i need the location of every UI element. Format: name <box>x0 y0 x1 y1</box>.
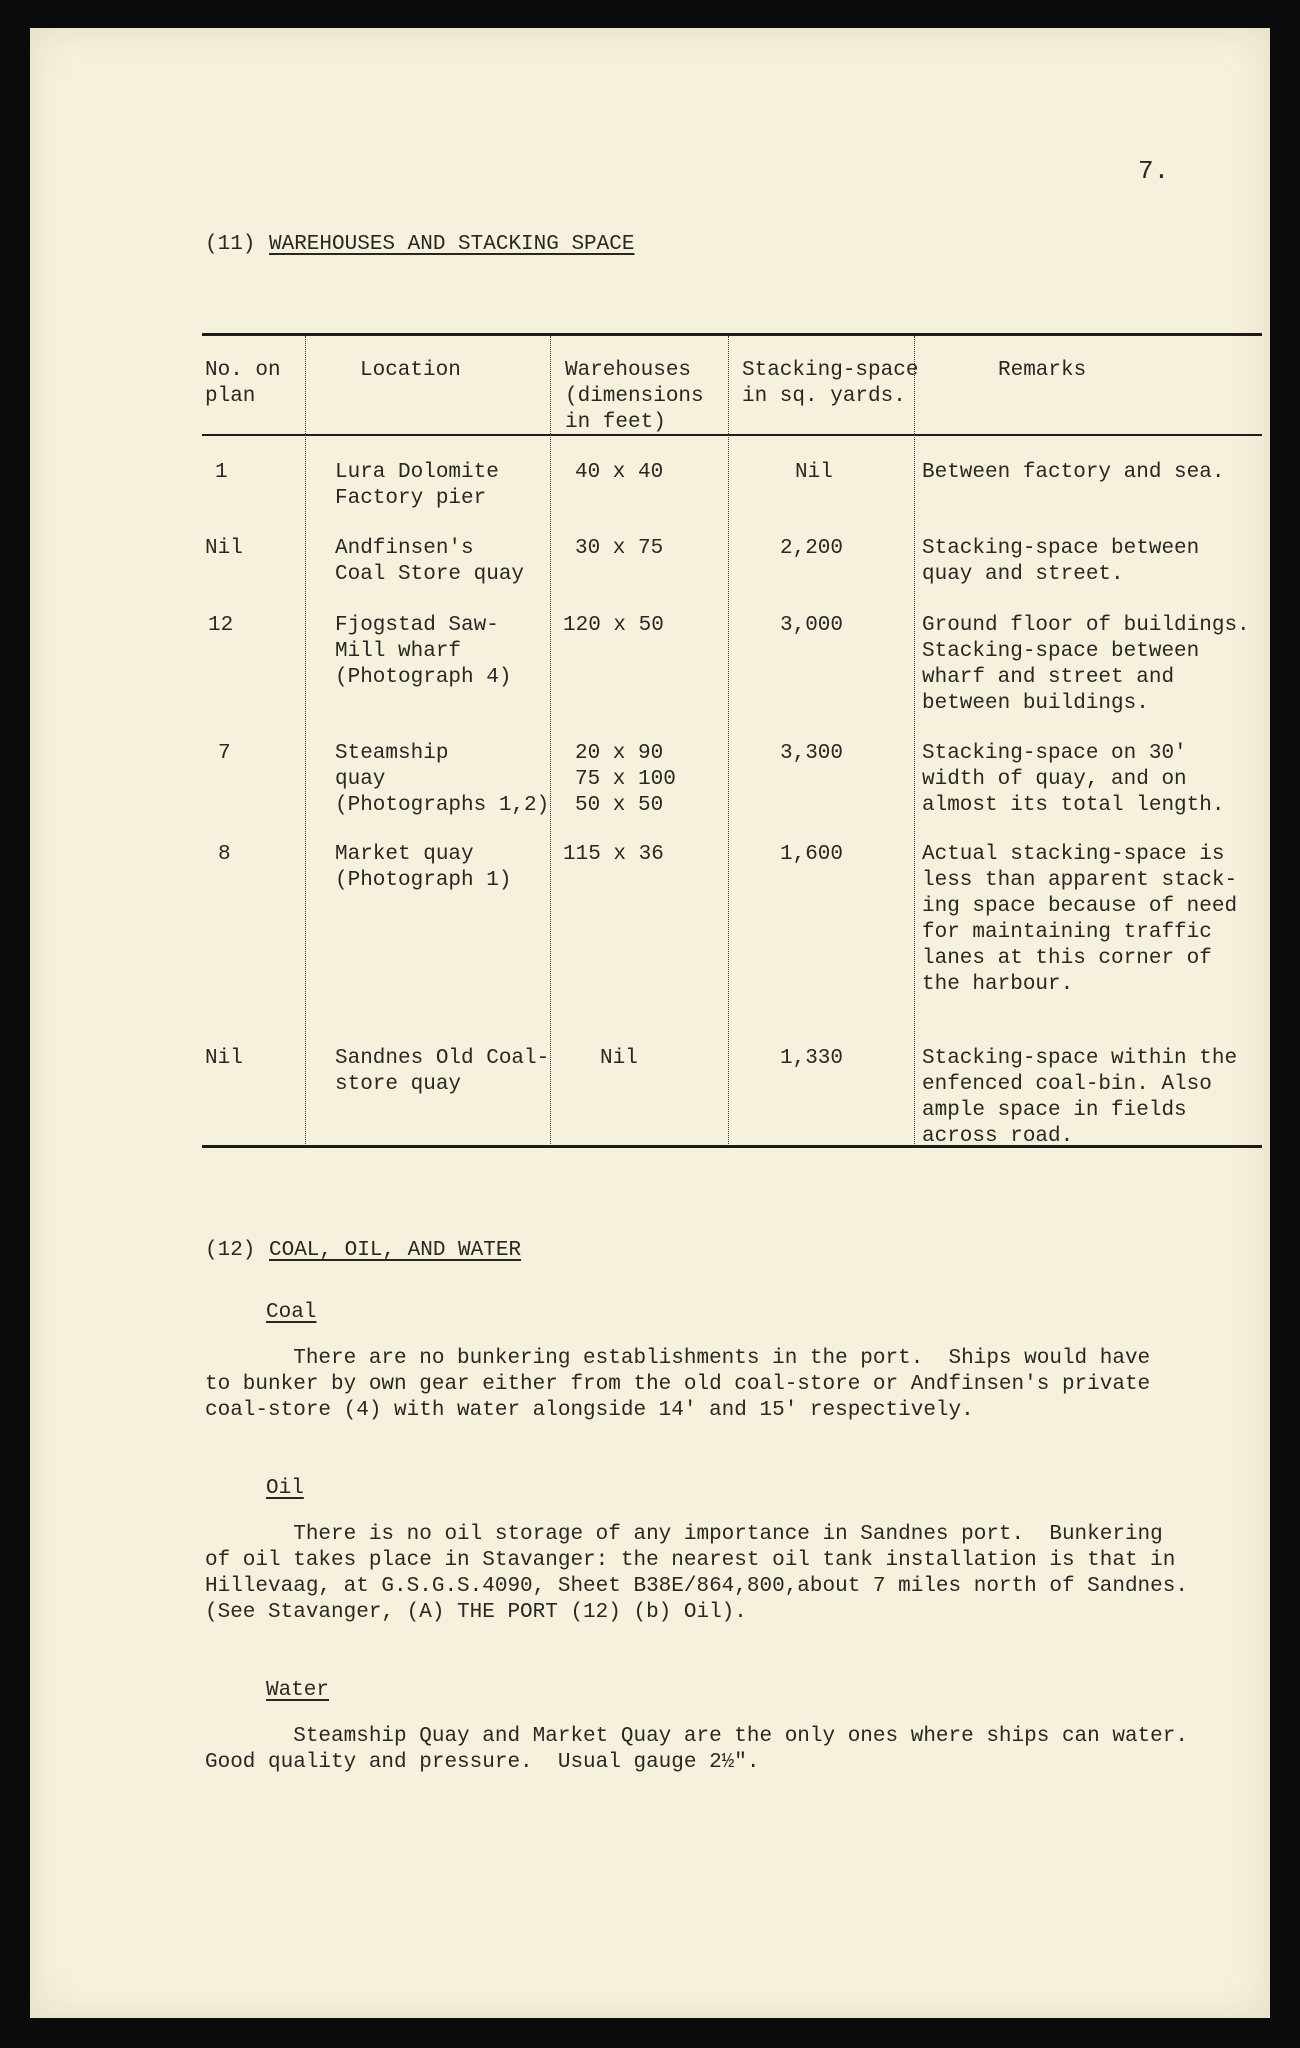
water-subheading: Water <box>266 1679 330 1702</box>
row-3-location: Fjogstad Saw- Mill wharf (Photograph 4) <box>335 614 512 689</box>
row-6-stacking: 1,330 <box>780 1047 844 1070</box>
row-4-no: 7 <box>218 742 231 765</box>
section-12-number: (12) <box>205 1239 256 1262</box>
coal-subheading: Coal <box>266 1301 317 1324</box>
water-paragraph: Steamship Quay and Market Quay are the only ones where ships can water. Good quality and pressure. Usual gauge 2½". <box>205 1725 1188 1774</box>
oil-paragraph: There is no oil storage of any importance in Sandnes port. Bunkering of oil takes place in Stavanger: the nearest oil tank installation is that in Hillevaag, at G.S.G.S.4090, Sheet B38E/864,800,about 7 miles north of Sandnes. (See Stavanger, (A) THE PORT (12) (b) Oil). <box>205 1523 1188 1624</box>
column-divider <box>728 336 729 1146</box>
column-divider <box>914 336 915 1146</box>
row-3-remarks: Ground floor of buildings. Stacking-space between wharf and street and between buildings. <box>922 614 1250 715</box>
row-4-remarks: Stacking-space on 30' width of quay, and on almost its total length. <box>922 742 1225 817</box>
row-5-remarks: Actual stacking-space is less than apparent stack- ing space because of need for maintaining traffic lanes at this corner of the harbour. <box>922 843 1238 996</box>
header-warehouses: Warehouses (dimensions in feet) <box>565 359 704 434</box>
row-3-warehouses: 120 x 50 <box>563 614 664 637</box>
section-11-title: WAREHOUSES AND STACKING SPACE <box>269 233 635 256</box>
row-5-warehouses: 115 x 36 <box>563 843 664 866</box>
row-1-warehouses: 40 x 40 <box>575 461 664 484</box>
row-2-remarks: Stacking-space between quay and street. <box>922 537 1200 586</box>
row-1-no: 1 <box>215 461 228 484</box>
row-2-no: Nil <box>205 537 243 560</box>
row-2-warehouses: 30 x 75 <box>575 537 664 560</box>
row-5-location: Market quay (Photograph 1) <box>335 843 512 892</box>
row-2-location: Andfinsen's Coal Store quay <box>335 537 525 586</box>
header-no-on-plan: No. on plan <box>205 359 281 408</box>
document-page <box>30 28 1270 2018</box>
page-number: 7. <box>1138 156 1170 186</box>
row-6-warehouses: Nil <box>600 1047 638 1070</box>
section-12-title: COAL, OIL, AND WATER <box>269 1239 522 1262</box>
row-5-stacking: 1,600 <box>780 843 844 866</box>
row-3-no: 12 <box>208 614 234 637</box>
header-location: Location <box>360 359 461 382</box>
oil-subheading: Oil <box>266 1477 304 1500</box>
row-1-location: Lura Dolomite Factory pier <box>335 461 499 510</box>
row-3-stacking: 3,000 <box>780 614 844 637</box>
row-2-stacking: 2,200 <box>780 537 844 560</box>
row-6-remarks: Stacking-space within the enfenced coal-bin. Also ample space in fields across road. <box>922 1047 1238 1148</box>
row-4-location: Steamship quay (Photographs 1,2) <box>335 742 550 817</box>
column-divider <box>550 336 551 1146</box>
header-remarks: Remarks <box>998 359 1087 382</box>
row-4-warehouses: 20 x 90 75 x 100 50 x 50 <box>575 742 676 817</box>
coal-paragraph: There are no bunkering establishments in the port. Ships would have to bunker by own gear either from the old coal-store or Andfinsen's private coal-store (4) with water alongside 14' and 15' respectively. <box>205 1347 1151 1422</box>
section-11-number: (11) <box>205 233 256 256</box>
row-1-remarks: Between factory and sea. <box>922 461 1225 484</box>
row-4-stacking: 3,300 <box>780 742 844 765</box>
header-stacking-space: Stacking-space in sq. yards. <box>742 359 919 408</box>
row-6-no: Nil <box>205 1047 243 1070</box>
column-divider <box>305 336 306 1146</box>
row-1-stacking: Nil <box>795 461 833 484</box>
row-5-no: 8 <box>218 843 231 866</box>
row-6-location: Sandnes Old Coal- store quay <box>335 1047 550 1096</box>
table-header-rule <box>202 434 1262 436</box>
table-top-rule <box>202 333 1262 336</box>
